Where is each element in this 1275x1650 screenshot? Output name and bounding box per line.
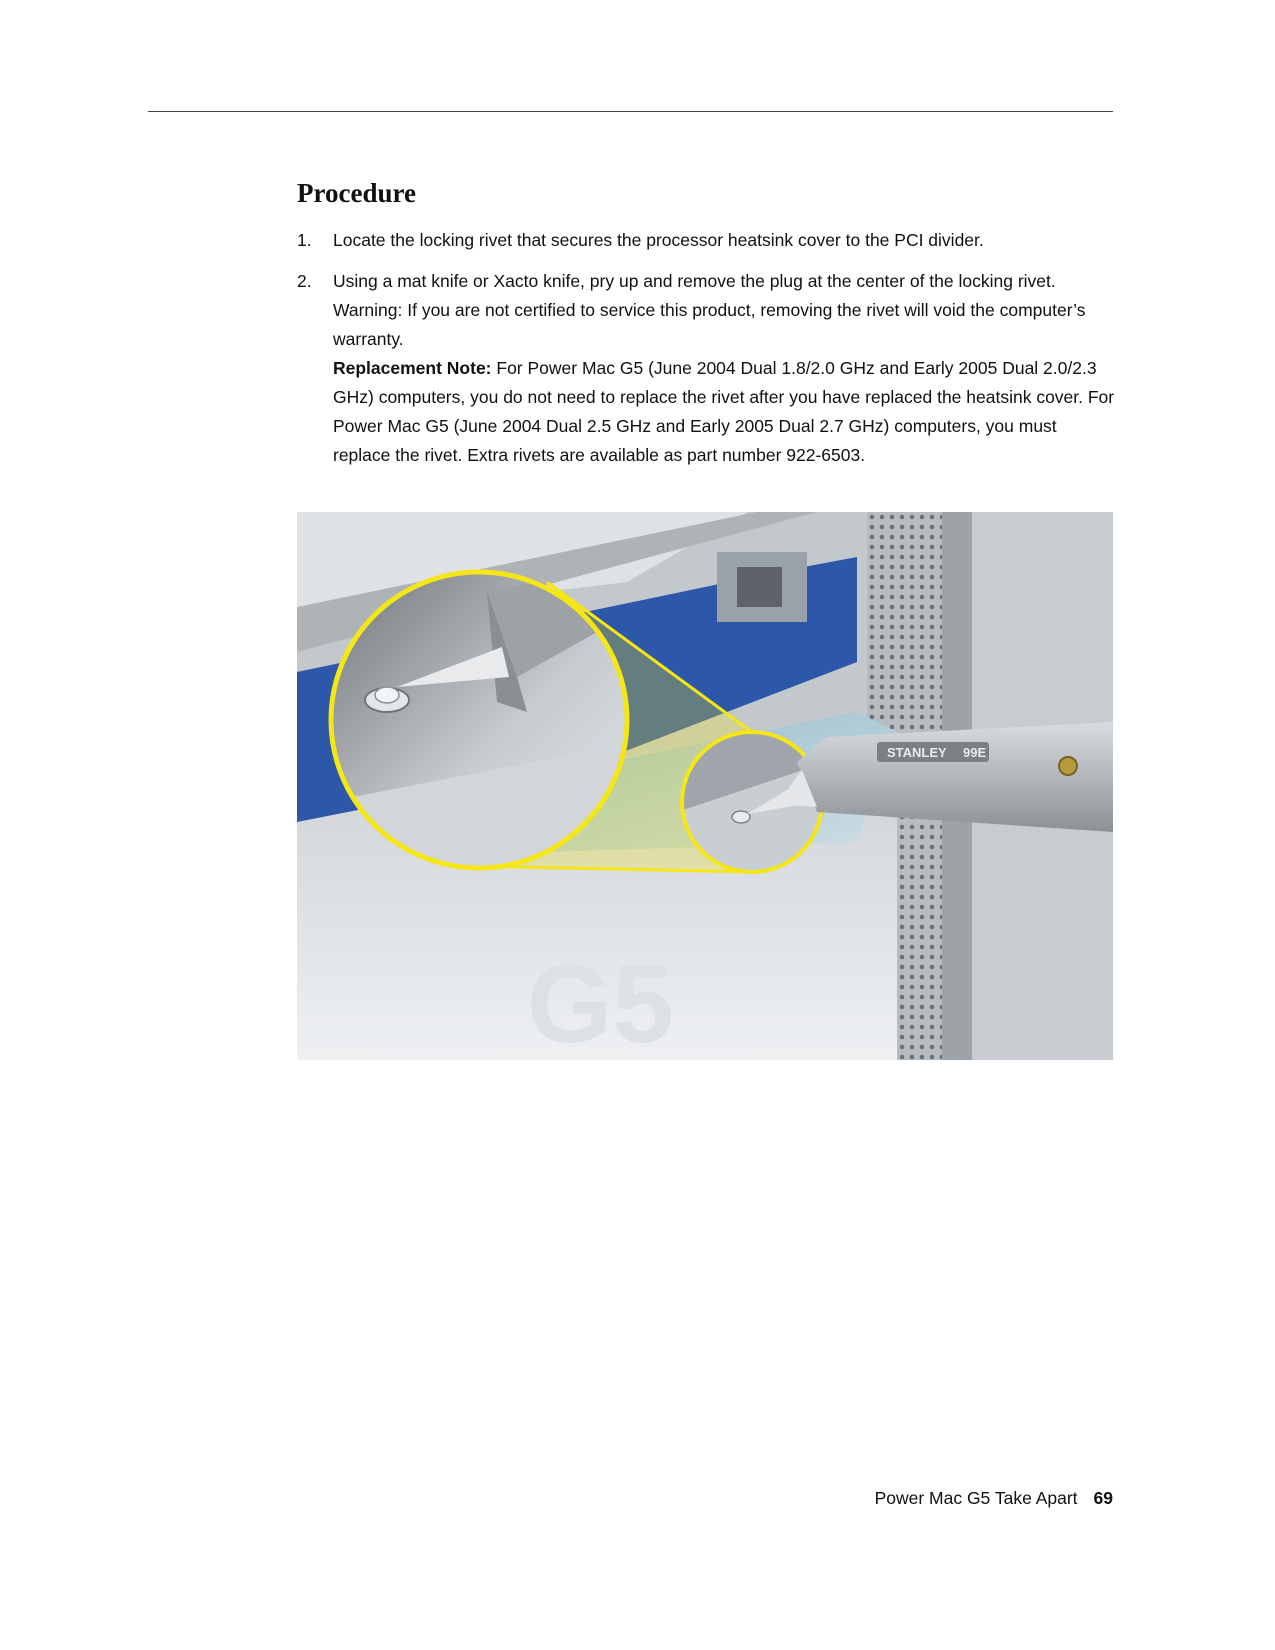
- rivet-small: [732, 811, 750, 823]
- illustration-svg: [297, 512, 1113, 1060]
- step-1-text: Locate the locking rivet that secures the processor heatsink cover to the PCI divider.: [333, 230, 984, 250]
- section-heading: Procedure: [297, 178, 416, 208]
- page-footer: [875, 1488, 1113, 1509]
- case-g5-label: G5: [527, 943, 674, 1060]
- header-rule: [148, 111, 1113, 112]
- step-2-number: 2.: [297, 271, 312, 291]
- page-number: 69: [1093, 1488, 1113, 1508]
- replacement-note: [333, 354, 1117, 470]
- step-2-text: Using a mat knife or Xacto knife, pry up and remove the plug at the center of the locking rivet. Warning: If you are not certified to service this product, removing the rivet will void the computer’s warranty.: [333, 271, 1086, 349]
- step-1: [297, 226, 1117, 255]
- step-1-number: 1.: [297, 230, 312, 250]
- knife-screw: [1059, 757, 1077, 775]
- replacement-note-label: Replacement Note:: [333, 358, 492, 378]
- footer-title: Power Mac G5 Take Apart: [874, 1488, 1078, 1508]
- procedure-steps: [297, 226, 1117, 482]
- rivet-photo-illustration: [297, 512, 1113, 1060]
- knife-model-label: 99E: [963, 745, 987, 760]
- knife-brand-label: STANLEY: [887, 745, 947, 760]
- step-2: [297, 267, 1117, 470]
- replacement-note-text: For Power Mac G5 (June 2004 Dual 1.8/2.0 GHz and Early 2005 Dual 2.0/2.3 GHz) computers, you do not need to replace the rivet after you have replaced the heatsink cover. For Power Mac G5 (June 2004 Dual 2.5 GHz and Early 2005 Dual 2.7 GHz) computers, you must replace the rivet. Extra rivets are available as part number 922-6503.: [333, 358, 1115, 465]
